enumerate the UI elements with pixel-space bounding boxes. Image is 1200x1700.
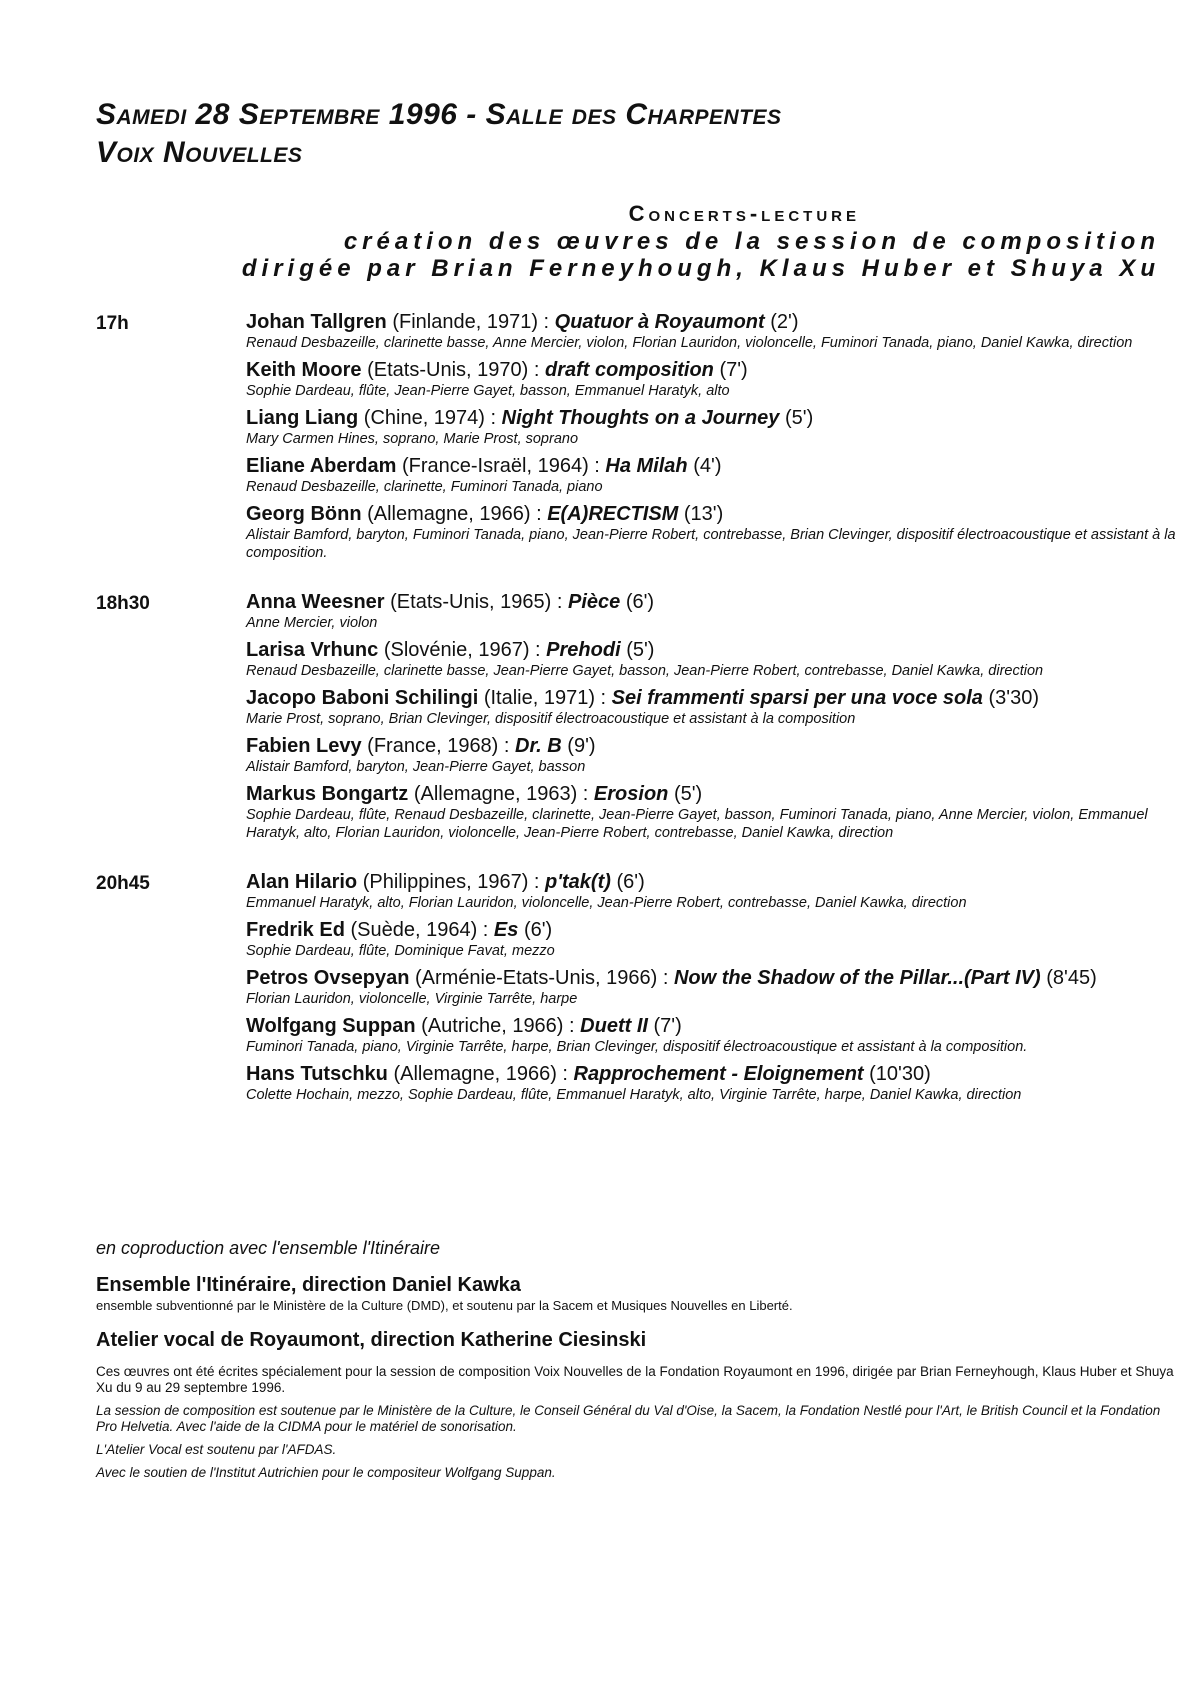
session-pieces bbox=[246, 870, 1176, 1110]
program-item-heading bbox=[246, 1014, 1176, 1038]
work-title: Es bbox=[493, 919, 519, 941]
work-title: Ha Milah bbox=[605, 455, 688, 477]
work-title: Rapprochement - Eloignement bbox=[573, 1063, 864, 1085]
concert-session bbox=[96, 310, 1176, 568]
program-item-heading bbox=[246, 918, 1176, 942]
performers-line: Sophie Dardeau, flûte, Renaud Desbazeille, clarinette, Jean-Pierre Gayet, basson, Fuminori Tanada, piano, Anne Mercier, violon, Emmanuel Haratyk, alto, Florian Lauridon, violoncelle, Jean-Pierre Robert, contrebasse, Daniel Kawka, direction bbox=[246, 807, 1148, 841]
session-time: 17h bbox=[96, 313, 129, 334]
program-item bbox=[246, 406, 1176, 448]
work-duration: (5') bbox=[626, 639, 655, 661]
composer-name: Fabien Levy bbox=[246, 735, 362, 757]
program-item-heading bbox=[246, 686, 1176, 710]
performers-line: Marie Prost, soprano, Brian Clevinger, dispositif électroacoustique et assistant à la composition bbox=[246, 711, 856, 727]
program-item-heading bbox=[246, 502, 1176, 526]
work-duration: (3'30) bbox=[988, 687, 1040, 709]
concerts-subtitle-1: création des œuvres de la session de composition bbox=[343, 228, 1160, 255]
work-duration: (10'30) bbox=[869, 1063, 931, 1085]
session-pieces bbox=[246, 590, 1176, 848]
work-duration: (13') bbox=[683, 503, 724, 525]
footer-note-4: Avec le soutien de l'Institut Autrichien pour le compositeur Wolfgang Suppan. bbox=[96, 1465, 556, 1480]
work-duration: (9') bbox=[567, 735, 596, 757]
work-title: Quatuor à Royaumont bbox=[554, 311, 765, 333]
program-item bbox=[246, 1062, 1176, 1104]
composer-origin: (France-Israël, 1964) : bbox=[401, 455, 600, 477]
program-item bbox=[246, 454, 1176, 496]
session-time: 20h45 bbox=[96, 873, 150, 894]
composer-origin: (Etats-Unis, 1965) : bbox=[390, 591, 563, 613]
composer-name: Keith Moore bbox=[246, 359, 362, 381]
composer-name: Alan Hilario bbox=[246, 871, 358, 893]
performers-line: Florian Lauridon, violoncelle, Virginie Tarrête, harpe bbox=[246, 991, 578, 1007]
composer-name: Wolfgang Suppan bbox=[246, 1015, 416, 1037]
composer-origin: (Allemagne, 1966) : bbox=[393, 1063, 568, 1085]
performers-line: Sophie Dardeau, flûte, Jean-Pierre Gayet, basson, Emmanuel Haratyk, alto bbox=[246, 383, 730, 399]
work-duration: (7') bbox=[719, 359, 748, 381]
composer-name: Markus Bongartz bbox=[246, 783, 409, 805]
performers-line: Renaud Desbazeille, clarinette basse, Jean-Pierre Gayet, basson, Jean-Pierre Robert, contrebasse, Daniel Kawka, direction bbox=[246, 663, 1044, 679]
program-item bbox=[246, 734, 1176, 776]
composer-name: Georg Bönn bbox=[246, 503, 362, 525]
program-item bbox=[246, 502, 1176, 562]
program-item bbox=[246, 590, 1176, 632]
composer-origin: (Etats-Unis, 1970) : bbox=[367, 359, 540, 381]
composer-origin: (France, 1968) : bbox=[367, 735, 510, 757]
work-title: Pièce bbox=[568, 591, 621, 613]
event-date-venue: Samedi 28 Septembre 1996 - Salle des Charpentes bbox=[96, 98, 782, 131]
program-item-heading bbox=[246, 310, 1176, 334]
performers-line: Renaud Desbazeille, clarinette basse, Anne Mercier, violon, Florian Lauridon, violoncelle, Fuminori Tanada, piano, Daniel Kawka, direction bbox=[246, 335, 1133, 351]
program-item-heading bbox=[246, 590, 1176, 614]
program-item bbox=[246, 358, 1176, 400]
performers-line: Anne Mercier, violon bbox=[246, 615, 378, 631]
program-item-heading bbox=[246, 358, 1176, 382]
footer-note-2: La session de composition est soutenue par le Ministère de la Culture, le Conseil Général du Val d'Oise, la Sacem, la Fondation Nestlé pour l'Art, le British Council et la Fondation Pro Helvetia. Avec l'aide de la CIDMA pour le matériel de sonorisation. bbox=[96, 1403, 1161, 1434]
work-title: Prehodi bbox=[546, 639, 621, 661]
performers-line: Fuminori Tanada, piano, Virginie Tarrête, harpe, Brian Clevinger, dispositif électroacoustique et assistant à la composition. bbox=[246, 1039, 1028, 1055]
work-duration: (6') bbox=[625, 591, 655, 613]
work-title: E(A)RECTISM bbox=[547, 503, 679, 525]
composer-origin: (Arménie-Etats-Unis, 1966) : bbox=[414, 967, 669, 989]
work-duration: (8'45) bbox=[1046, 967, 1097, 989]
concerts-kicker: Concerts-lecture bbox=[628, 201, 860, 226]
program-item-heading bbox=[246, 966, 1176, 990]
footer-note-3: L'Atelier Vocal est soutenu par l'AFDAS. bbox=[96, 1442, 337, 1457]
work-title: Duett II bbox=[580, 1015, 648, 1037]
program-item-heading bbox=[246, 454, 1176, 478]
coproduction-line: en coproduction avec l'ensemble l'Itinéraire bbox=[96, 1238, 441, 1258]
performers-line: Renaud Desbazeille, clarinette, Fuminori Tanada, piano bbox=[246, 479, 603, 495]
ensemble-title: Ensemble l'Itinéraire, direction Daniel Kawka bbox=[96, 1274, 521, 1296]
work-title: Dr. B bbox=[515, 735, 562, 757]
program-item bbox=[246, 918, 1176, 960]
work-title: Erosion bbox=[593, 783, 669, 805]
performers-line: Colette Hochain, mezzo, Sophie Dardeau, flûte, Emmanuel Haratyk, alto, Virginie Tarrête, harpe, Daniel Kawka, direction bbox=[246, 1087, 1022, 1103]
program-item bbox=[246, 1014, 1176, 1056]
composer-name: Hans Tutschku bbox=[246, 1063, 388, 1085]
composer-name: Larisa Vrhunc bbox=[246, 639, 379, 661]
program-item-heading bbox=[246, 734, 1176, 758]
composer-origin: (Finlande, 1971) : bbox=[392, 311, 550, 333]
composer-name: Jacopo Baboni Schilingi bbox=[246, 687, 479, 709]
concert-session bbox=[96, 590, 1176, 848]
concerts-heading bbox=[160, 200, 1160, 282]
work-title: Sei frammenti sparsi per una voce sola bbox=[611, 687, 983, 709]
sessions-list bbox=[96, 310, 1176, 1132]
page-header bbox=[96, 96, 782, 172]
work-duration: (5') bbox=[673, 783, 703, 805]
composer-origin: (Allemagne, 1963) : bbox=[413, 783, 589, 805]
program-item-heading bbox=[246, 782, 1176, 806]
session-time: 18h30 bbox=[96, 593, 150, 614]
program-item bbox=[246, 310, 1176, 352]
composer-origin: (Allemagne, 1966) : bbox=[367, 503, 542, 525]
event-series-title: Voix Nouvelles bbox=[96, 136, 303, 169]
work-title: draft composition bbox=[544, 359, 714, 381]
performers-line: Emmanuel Haratyk, alto, Florian Lauridon, violoncelle, Jean-Pierre Robert, contrebasse, Daniel Kawka, direction bbox=[246, 895, 967, 911]
composer-name: Anna Weesner bbox=[246, 591, 385, 613]
concerts-subtitle-2: dirigée par Brian Ferneyhough, Klaus Huber et Shuya Xu bbox=[241, 255, 1160, 282]
concert-session bbox=[96, 870, 1176, 1110]
program-item-heading bbox=[246, 870, 1176, 894]
program-item bbox=[246, 966, 1176, 1008]
work-title: Now the Shadow of the Pillar...(Part IV) bbox=[673, 967, 1041, 989]
performers-line: Sophie Dardeau, flûte, Dominique Favat, mezzo bbox=[246, 943, 555, 959]
composer-origin: (Italie, 1971) : bbox=[483, 687, 607, 709]
work-title: p'tak(t) bbox=[545, 871, 611, 893]
program-item bbox=[246, 638, 1176, 680]
work-duration: (5') bbox=[784, 407, 814, 429]
performers-line: Alistair Bamford, baryton, Fuminori Tanada, piano, Jean-Pierre Robert, contrebasse, Brian Clevinger, dispositif électroacoustique et assistant à la composition. bbox=[246, 527, 1176, 561]
composer-origin: (Slovénie, 1967) : bbox=[383, 639, 541, 661]
session-pieces bbox=[246, 310, 1176, 568]
ensemble-note: ensemble subventionné par le Ministère de la Culture (DMD), et soutenu par la Sacem et Musiques Nouvelles en Liberté. bbox=[96, 1298, 793, 1313]
credits-footer bbox=[96, 1238, 1176, 1488]
composer-origin: (Chine, 1974) : bbox=[363, 407, 497, 429]
work-duration: (4') bbox=[693, 455, 722, 477]
program-item-heading bbox=[246, 406, 1176, 430]
composer-name: Fredrik Ed bbox=[246, 919, 345, 941]
program-item-heading bbox=[246, 638, 1176, 662]
composer-origin: (Suède, 1964) : bbox=[350, 919, 489, 941]
atelier-title: Atelier vocal de Royaumont, direction Katherine Ciesinski bbox=[96, 1329, 647, 1351]
program-item bbox=[246, 782, 1176, 842]
composer-origin: (Philippines, 1967) : bbox=[362, 871, 540, 893]
work-duration: (2') bbox=[770, 311, 799, 333]
work-title: Night Thoughts on a Journey bbox=[501, 407, 780, 429]
program-item-heading bbox=[246, 1062, 1176, 1086]
program-item bbox=[246, 870, 1176, 912]
performers-line: Mary Carmen Hines, soprano, Marie Prost, soprano bbox=[246, 431, 579, 447]
composer-name: Johan Tallgren bbox=[246, 311, 387, 333]
footer-note-1: Ces œuvres ont été écrites spécialement pour la session de composition Voix Nouvelles de la Fondation Royaumont en 1996, dirigée par Brian Ferneyhough, Klaus Huber et Shuya Xu du 9 au 29 septembre 1996. bbox=[96, 1364, 1174, 1395]
work-duration: (7') bbox=[653, 1015, 682, 1037]
work-duration: (6') bbox=[616, 871, 645, 893]
composer-name: Eliane Aberdam bbox=[246, 455, 397, 477]
composer-origin: (Autriche, 1966) : bbox=[421, 1015, 575, 1037]
program-item bbox=[246, 686, 1176, 728]
composer-name: Petros Ovsepyan bbox=[246, 967, 410, 989]
performers-line: Alistair Bamford, baryton, Jean-Pierre Gayet, basson bbox=[246, 759, 586, 775]
composer-name: Liang Liang bbox=[246, 407, 359, 429]
work-duration: (6') bbox=[523, 919, 553, 941]
